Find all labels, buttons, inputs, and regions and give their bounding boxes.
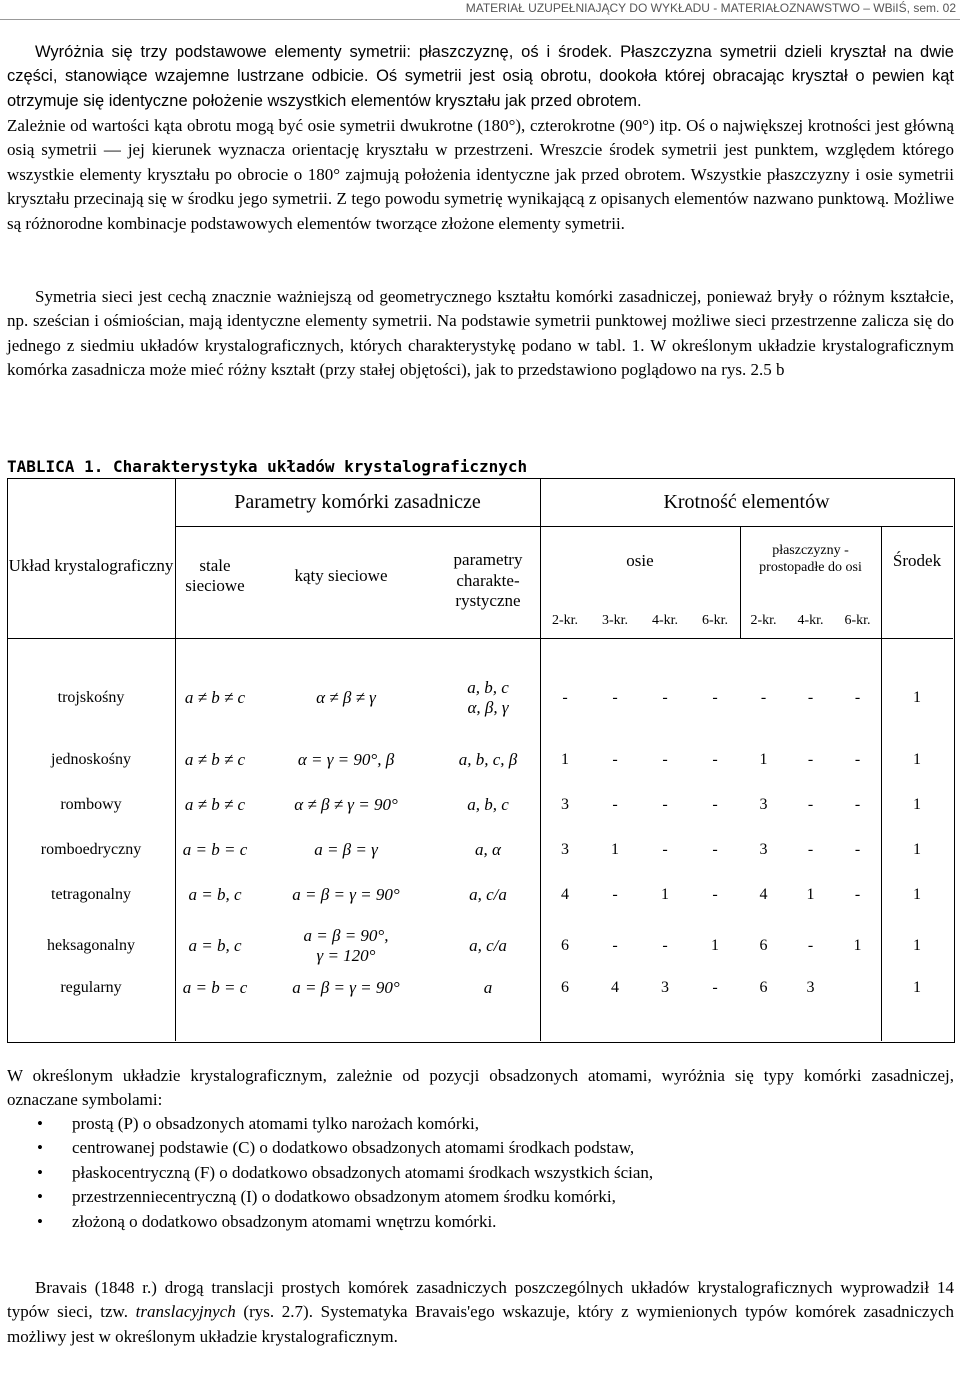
table-cell-angles: a = β = γ = 90°	[292, 884, 400, 904]
table-cell-value: -	[712, 689, 718, 707]
table-cell-value: -	[807, 751, 814, 769]
col-header-center: Środek	[892, 550, 942, 570]
table-cell-value: -	[662, 937, 668, 955]
table-cell-value: -	[662, 751, 668, 769]
col-header-params: parametry charakte-rystyczne	[453, 550, 523, 611]
table-cell-value: -	[807, 796, 814, 814]
list-item	[7, 1210, 954, 1234]
table-cell-lattice: a = b = c	[182, 839, 248, 859]
table-cell-lattice: a = b, c	[188, 935, 242, 955]
table-cell-value: -	[712, 979, 718, 997]
table-cell-lattice: a = b = c	[182, 977, 248, 997]
table-cell-value: 4	[759, 886, 768, 904]
table-cell-value: -	[612, 689, 618, 707]
table-cell-value: 4	[561, 886, 569, 904]
cell-types-list	[7, 1112, 954, 1234]
bravais-text-a: Bravais (1848 r.) drogą translacji prostych komórek zasadniczych poszczególnych układów krystalograficznych wyprowadził 14 typów sieci, tzw.	[7, 1278, 954, 1322]
table-cell-value: -	[562, 689, 568, 707]
table-cell-value: 6	[759, 937, 768, 955]
table-cell-name: regularny	[60, 979, 122, 997]
group-header-cell-params: Parametry komórki zasadnicze	[234, 491, 481, 513]
table-cell-value: 3	[759, 841, 768, 859]
table-cell-value: -	[760, 689, 767, 707]
sub-header-axis: 6-kr.	[701, 612, 729, 628]
table-cell-value: 4	[611, 979, 619, 997]
bravais-paragraph	[7, 1276, 954, 1349]
sub-header-axis: 4-kr.	[651, 612, 679, 628]
table-cell-value: 1	[913, 886, 921, 904]
group-header-multiplicity: Krotność elementów	[663, 491, 830, 513]
table-cell-value: 1	[561, 751, 569, 769]
table-cell-name: jednoskośny	[51, 751, 131, 769]
table-cell-value: -	[712, 886, 718, 904]
list-item-text: przestrzenniecentryczną (I) o dodatkowo obsadzonym atomem środku komórki,	[72, 1187, 616, 1207]
sub-header-plane: 4-kr.	[797, 612, 824, 628]
table-cell-value: 1	[759, 751, 768, 769]
list-item-text: złożoną o dodatkowo obsadzonym atomami wnętrzu komórki.	[72, 1211, 497, 1231]
table-cell-value: -	[807, 689, 814, 707]
table-cell-name: romboedryczny	[40, 841, 142, 859]
table-cell-angles: a = β = γ	[314, 839, 378, 859]
table-cell-value: -	[712, 841, 718, 859]
table-cell-params: a, α	[475, 839, 501, 859]
table-cell-value: -	[854, 689, 861, 707]
list-item	[7, 1161, 954, 1185]
table-cell-value: 1	[913, 796, 921, 814]
intro-paragraph: Wyróżnia się trzy podstawowe elementy symetrii: płaszczyznę, oś i środek. Płaszczyzna symetrii dzieli kryształ na dwie części, stanowiące wzajemne lustrzane odbicie. Oś symetrii jest osią obrotu, dookoła której obracając kryształ o pewien kąt otrzymuje się identyczne położenie wszystkich elementów kryształu jak przed obrotem.	[7, 43, 954, 110]
table-cell-value: -	[854, 886, 861, 904]
cell-types-paragraph: W określonym układzie krystalograficznym, zależnie od pozycji obsadzonych atomami, wyróżnia się typy komórki zasadniczej, oznaczane symbolami:	[7, 1066, 954, 1110]
table-cell-value: 1	[913, 979, 921, 997]
table-cell-value: 1	[913, 751, 921, 769]
table-cell-value: -	[662, 841, 668, 859]
table-cell-value: -	[612, 937, 618, 955]
table-cell-value: -	[712, 751, 718, 769]
table-cell-value: 1	[661, 886, 669, 904]
table-cell-value	[834, 968, 881, 1008]
table-cell-value: 6	[561, 979, 569, 997]
table-cell-name: tetragonalny	[51, 886, 131, 904]
table-cell-value: 1	[853, 937, 862, 955]
sub-header-axis: 2-kr.	[551, 612, 579, 628]
table-cell-name: trojskośny	[57, 689, 125, 707]
table-cell-value: -	[612, 796, 618, 814]
list-item-text: centrowanej podstawie (C) o dodatkowo obsadzonych atomami środkach podstaw,	[72, 1138, 635, 1158]
table-cell-value: 1	[913, 937, 921, 955]
bullet-marker: •	[37, 1162, 43, 1182]
table-cell-angles: α = γ = 90°, β	[297, 749, 395, 769]
table-cell-name: rombowy	[60, 796, 122, 814]
table-cell-lattice: a ≠ b ≠ c	[184, 749, 246, 769]
header-rule	[0, 19, 960, 20]
table-cell-value: -	[854, 796, 861, 814]
table-cell-value: 3	[759, 796, 768, 814]
table-hline	[7, 638, 953, 639]
lattice-symmetry-paragraph: Symetria sieci jest cechą znacznie ważniejszą od geometrycznego kształtu komórki zasadniczej, ponieważ bryły o różnym kształcie, np. sześcian i ośmiościan, mają identyczne elementy symetrii. Na podstawie symetrii punktowej możliwe sieci przestrzenne zalicza się do jednego z siedmiu układów krystalograficznych, których charakterystykę podano w tabl. 1. W określonym układzie krystalograficznym komórka zasadnicza może mieć różny kształt (przy stałej objętości), jak to przedstawiono poglądowo na rys. 2.5 b	[7, 287, 954, 380]
table-cell-name: heksagonalny	[47, 937, 135, 955]
list-item	[7, 1136, 954, 1160]
table-cell-value: 1	[806, 886, 815, 904]
table-cell-params: a, b, c, β	[458, 749, 518, 769]
table-cell-value: -	[807, 841, 814, 859]
table-title: TABLICA 1. Charakterystyka układów krystalograficznych	[7, 457, 528, 476]
bullet-marker: •	[37, 1187, 43, 1207]
table-cell-lattice: a = b, c	[188, 884, 242, 904]
sub-header-plane: 6-kr.	[844, 612, 871, 628]
list-item	[7, 1112, 954, 1136]
table-cell-value: -	[612, 886, 618, 904]
sub-header-axis: 3-kr.	[601, 612, 629, 628]
list-item-text: płaskocentryczną (F) o dodatkowo obsadzonych atomami środkach wszystkich ścian,	[72, 1162, 654, 1182]
bullet-marker: •	[37, 1138, 43, 1158]
table-cell-value: 1	[611, 841, 619, 859]
running-header	[0, 0, 960, 22]
table-cell-value: 3	[806, 979, 815, 997]
table-cell-value: -	[854, 751, 861, 769]
col-header-angles: kąty sieciowe	[294, 565, 388, 585]
table-cell-value: -	[612, 751, 618, 769]
table-cell-angles: a = β = 90°, γ = 120°	[303, 925, 389, 965]
table-cell-value: 3	[561, 796, 569, 814]
crystal-systems-table	[7, 478, 955, 1043]
table-cell-value: 1	[711, 937, 719, 955]
table-hline	[175, 526, 953, 527]
col-header-axes: osie	[626, 550, 654, 570]
bullet-marker: •	[37, 1211, 43, 1231]
list-item	[7, 1185, 954, 1209]
table-cell-angles: a = β = γ = 90°	[292, 977, 400, 997]
sub-header-plane: 2-kr.	[750, 612, 777, 628]
table-cell-angles: α ≠ β ≠ γ	[316, 687, 376, 707]
bullet-marker: •	[37, 1114, 43, 1133]
bravais-text-b: (rys. 2.7). Systematyka Bravais'ego wskazuje, który z wymienionych typów komórek zasadniczych możliwy jest w określonym układzie krystalograficznym.	[7, 1302, 954, 1346]
table-cell-lattice: a ≠ b ≠ c	[184, 687, 246, 707]
running-header-text: MATERIAŁ UZUPEŁNIAJĄCY DO WYKŁADU - MATERIAŁOZNAWSTWO – WBiIŚ, sem. 02	[465, 1, 956, 15]
col-header-planes: płaszczyzny - prostopadłe do osi	[759, 543, 862, 575]
bravais-emphasis: translacyjnych	[135, 1302, 236, 1322]
table-cell-value: 3	[661, 979, 669, 997]
col-header-system: Układ krystalograficzny	[8, 555, 174, 575]
table-cell-params: a, c/a	[469, 935, 507, 955]
table-cell-value: -	[662, 796, 668, 814]
table-cell-value: -	[854, 841, 861, 859]
table-cell-value: 6	[561, 937, 569, 955]
table-cell-params: a	[483, 977, 493, 997]
table-cell-value: 6	[759, 979, 768, 997]
table-cell-value: -	[662, 689, 668, 707]
table-cell-params: a, b, c α, β, γ	[467, 677, 509, 717]
table-cell-lattice: a ≠ b ≠ c	[184, 794, 246, 814]
col-header-lattice: stale sieciowe	[185, 555, 245, 595]
table-cell-value: -	[807, 937, 814, 955]
table-cell-value: 1	[913, 689, 921, 707]
table-cell-params: a, b, c	[467, 794, 509, 814]
table-cell-value: -	[712, 796, 718, 814]
symmetry-paragraph: Zależnie od wartości kąta obrotu mogą być osie symetrii dwukrotne (180°), czterokrotne (90°) itp. Oś o największej krotności jest główną osią symetrii — jej kierunek wyznacza orientację kryształu w przestrzeni. Wreszcie środek symetrii jest punktem, względem którego wszystkie elementy kryształu po obrocie o 180° zajmują położenia identyczne jak przed obrotem. Wszystkie płaszczyzny i osie symetrii kryształu przecinają się w środku jego symetrii. Z tego powodu symetrię wynikającą z opisanych elementów nazwano punktową. Możliwe są różnorodne kombinacje podstawowych elementów tworzące złożone elementy symetrii.	[7, 116, 954, 233]
table-cell-value: 1	[913, 841, 921, 859]
list-item-text: prostą (P) o obsadzonych atomami tylko narożach komórki,	[72, 1114, 479, 1133]
table-cell-value: 3	[561, 841, 569, 859]
table-cell-angles: α ≠ β ≠ γ = 90°	[294, 794, 398, 814]
table-cell-params: a, c/a	[469, 884, 507, 904]
